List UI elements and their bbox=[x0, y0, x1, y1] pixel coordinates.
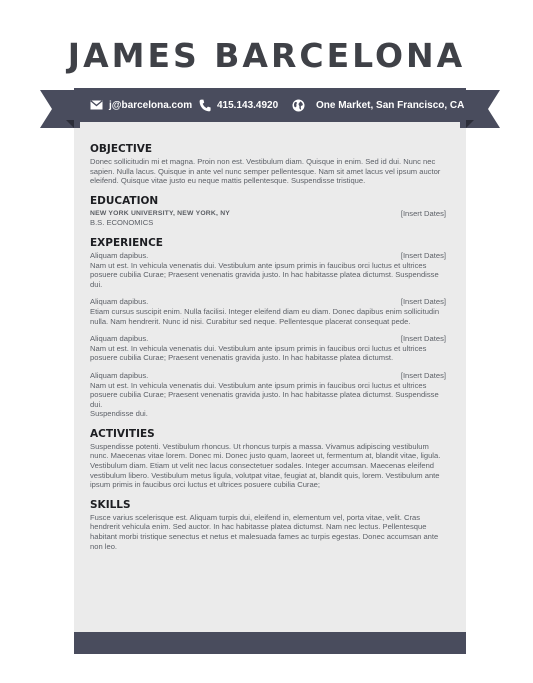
job-role: Aliquam dapibus. bbox=[90, 370, 149, 380]
job-header bbox=[90, 251, 446, 261]
resume-content bbox=[90, 143, 446, 560]
education-heading: EDUCATION bbox=[90, 194, 159, 207]
job-header bbox=[90, 371, 446, 381]
job-dates: [Insert Dates] bbox=[400, 250, 446, 260]
skills-heading: SKILLS bbox=[90, 498, 131, 511]
education-section bbox=[90, 195, 446, 228]
email-text: j@barcelona.com bbox=[109, 99, 193, 111]
globe-icon bbox=[292, 99, 305, 112]
experience-item bbox=[90, 334, 446, 363]
job-header bbox=[90, 297, 446, 307]
degree: B.S. ECONOMICS bbox=[90, 218, 154, 228]
envelope-icon bbox=[90, 100, 103, 110]
school-name: NEW YORK UNIVERSITY, NEW YORK, NY bbox=[90, 209, 231, 217]
job-role: Aliquam dapibus. bbox=[90, 250, 149, 260]
objective-heading: OBJECTIVE bbox=[90, 143, 153, 155]
experience-item bbox=[90, 297, 446, 326]
job-header bbox=[90, 334, 446, 344]
experience-item bbox=[90, 371, 446, 419]
contact-ribbon bbox=[74, 88, 466, 122]
objective-text: Donec sollicitudin mi et magna. Proin non est. Vestibulum diam. Quisque in enim. Sed id dui. Nunc nec sapien. Nulla lacus. Quisque in ante vel nunc semper pellentesque. Nam sit amet lacus vel ipsum auctor eleifend. Quisque vitae justo eu neque mattis pellentesque. Suspendisse tristique. bbox=[90, 157, 441, 186]
education-dates: [Insert Dates] bbox=[400, 208, 446, 218]
footer-bar bbox=[74, 632, 466, 654]
skills-text: Fusce varius scelerisque est. Aliquam turpis dui, eleifend in, elementum vel, porta vitae, velit. Cras hendrerit vehicula enim. Sed auctor. In hac habitasse platea dictumst. Nam nec lectus. Pellentesque habitant morbi tristique senectus et netus et malesuada fames ac turpis egestas. Donec accumsan ante non leo. bbox=[90, 512, 439, 551]
contact-address[interactable] bbox=[292, 88, 464, 122]
contact-email[interactable] bbox=[90, 88, 192, 122]
resume-name: JAMES BARCELONA bbox=[67, 36, 466, 75]
job-dates: [Insert Dates] bbox=[400, 334, 446, 344]
objective-section bbox=[90, 143, 446, 186]
job-extra-line: Suspendisse dui. bbox=[90, 409, 148, 419]
job-description: Nam ut est. In vehicula venenatis dui. Vestibulum ante ipsum primis in faucibus orci luctus et ultrices posuere cubilia Curae; Praesent venenatis gravida justo. In hac habitasse platea dictumst. bbox=[90, 343, 427, 363]
education-row bbox=[90, 209, 446, 219]
activities-section bbox=[90, 428, 446, 490]
phone-text: 415.143.4920 bbox=[217, 99, 279, 111]
job-description: Nam ut est. In vehicula venenatis dui. Vestibulum ante ipsum primis in faucibus orci luctus et ultrices posuere cubilia Curae; Praesent venenatis gravida justo. In hac habitasse platea dictumst. Suspendisse dui. bbox=[90, 380, 439, 409]
experience-heading: EXPERIENCE bbox=[90, 236, 163, 249]
job-description: Etiam cursus suscipit enim. Nulla facilisi. Integer eleifend diam eu diam. Donec dapibus enim sollicitudin nulla. Nam hendrerit. Nunc id nisi. Curabitur sed neque. Pellentesque placerat consequat pede. bbox=[90, 306, 440, 326]
experience-item bbox=[90, 251, 446, 289]
job-role: Aliquam dapibus. bbox=[90, 297, 149, 307]
skills-section bbox=[90, 499, 446, 551]
address-text: One Market, San Francisco, CA bbox=[316, 99, 465, 111]
job-dates: [Insert Dates] bbox=[400, 370, 446, 380]
job-role: Aliquam dapibus. bbox=[90, 334, 149, 344]
activities-text: Suspendisse potenti. Vestibulum rhoncus. Ut rhoncus turpis a massa. Vivamus adipiscing vestibulum nunc. Maecenas vitae lorem. Donec mi. Donec justo quam, laoreet ut, fermentum at, blandit vitae, ligula. Vestibulum diam. Etiam ut velit nec lacus consectetuer sodales. Integer accumsan. Maecenas eleifend vestibulum libero. Vestibulum metus ligula, volutpat vitae, feugiat at, blandit quis, lorem. Vestibulum ante ipsum primis in faucibus orci luctus et ultrices posuere cubilia Curae; bbox=[90, 441, 441, 490]
contact-phone[interactable] bbox=[199, 88, 278, 122]
phone-icon bbox=[199, 99, 211, 112]
job-dates: [Insert Dates] bbox=[400, 297, 446, 307]
job-description: Nam ut est. In vehicula venenatis dui. Vestibulum ante ipsum primis in faucibus orci luctus et ultrices posuere cubilia Curae; Praesent venenatis gravida justo. In hac habitasse platea dictumst. Suspendisse dui. bbox=[90, 260, 439, 289]
experience-section bbox=[90, 237, 446, 419]
activities-heading: ACTIVITIES bbox=[90, 427, 155, 440]
